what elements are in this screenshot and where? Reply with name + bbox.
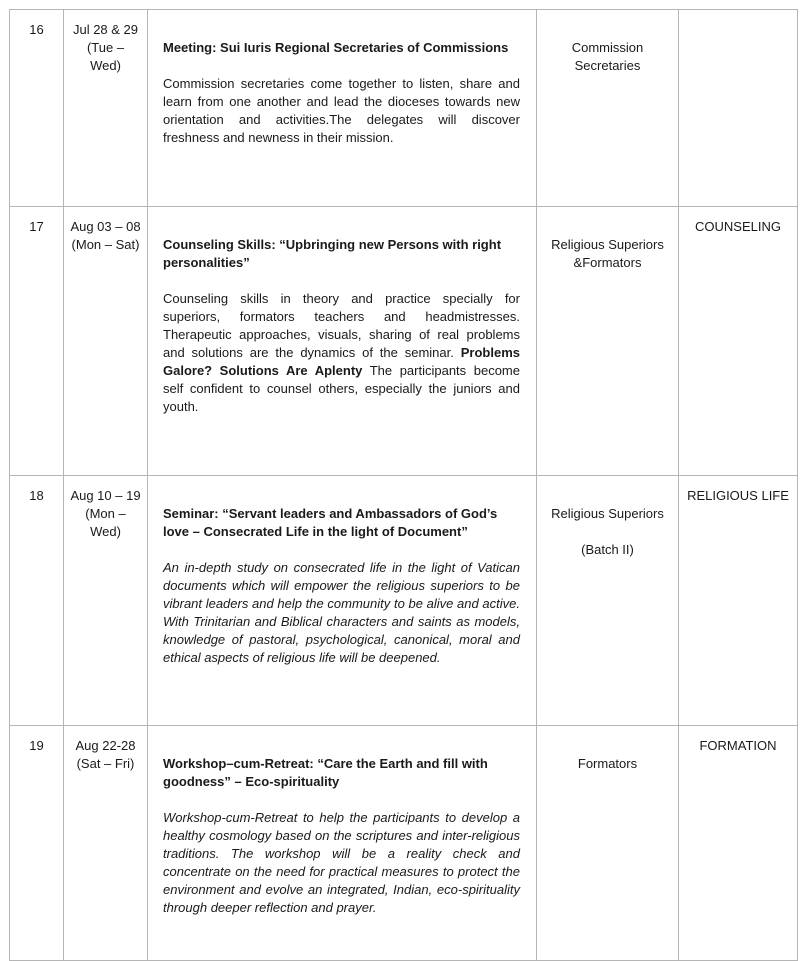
program-description: [163, 290, 520, 416]
table-row: [10, 10, 798, 207]
row-date: Aug 10 – 19 (Mon – Wed): [64, 476, 148, 726]
category-label: [679, 10, 798, 207]
program-description: Workshop-cum-Retreat to help the participants to develop a healthy cosmology based on the scriptures and inter-religious traditions. The workshop will be a reality check and concentrate on the need for practical measures to protect the environment and evolve an integrated, Indian, eco-spirituality through deeper reflection and prayer.: [163, 810, 520, 915]
row-number: 19: [10, 726, 64, 961]
category-label: FORMATION: [679, 726, 798, 961]
target-label: Religious Superiors: [551, 506, 664, 521]
table-row: [10, 207, 798, 476]
program-description: An in-depth study on consecrated life in the light of Vatican documents which will empower the religious superiors to be vibrant leaders and help the community to be alive and active. With Trinitarian and Biblical characters and saints as models, knowledge of pastoral, psychological, canonical, moral and ethical aspects of religious life will be deepened.: [163, 560, 520, 665]
program-title: Workshop–cum-Retreat: “Care the Earth and fill with goodness” – Eco-spirituality: [163, 756, 488, 789]
table-row: [10, 476, 798, 726]
description-text: The participants become self confident to counsel others, especially the juniors and youth.: [163, 363, 520, 414]
row-number: 17: [10, 207, 64, 476]
program-cell: [148, 10, 537, 207]
table-row: [10, 726, 798, 961]
target-audience: [537, 476, 679, 726]
program-cell: [148, 476, 537, 726]
target-label: Formators: [577, 756, 638, 771]
target-audience: [537, 10, 679, 207]
description-text: Counseling skills in theory and practice specially for superiors, formators teachers and headmistresses. Therapeutic approaches, visuals, sharing of real problems and solutions are the dynamics of the seminar.: [163, 291, 520, 360]
target-label: Religious Superiors &Formators: [551, 237, 664, 270]
target-label: Commission Secretaries: [571, 40, 644, 73]
target-audience: [537, 207, 679, 476]
category-label: RELIGIOUS LIFE: [679, 476, 798, 726]
row-date: Jul 28 & 29 (Tue – Wed): [64, 10, 148, 207]
program-cell: [148, 726, 537, 961]
program-table: [9, 9, 798, 961]
row-date: Aug 03 – 08 (Mon – Sat): [64, 207, 148, 476]
program-cell: [148, 207, 537, 476]
program-description: Commission secretaries come together to listen, share and learn from one another and lead the dioceses towards new orientation and activities.The delegates will discover freshness and newness in their mission.: [163, 76, 520, 145]
row-number: 16: [10, 10, 64, 207]
program-title: Meeting: Sui Iuris Regional Secretaries of Commissions: [163, 40, 509, 55]
category-label: COUNSELING: [679, 207, 798, 476]
program-title: Counseling Skills: “Upbringing new Persons with right personalities”: [163, 237, 502, 270]
target-batch: (Batch II): [581, 542, 634, 557]
target-audience: [537, 726, 679, 961]
description-highlight: Problems Galore? Solutions Are Aplenty: [163, 345, 520, 378]
program-title: Seminar: “Servant leaders and Ambassadors of God’s love – Consecrated Life in the light of Document”: [163, 506, 498, 539]
row-number: 18: [10, 476, 64, 726]
row-date: Aug 22-28 (Sat – Fri): [64, 726, 148, 961]
